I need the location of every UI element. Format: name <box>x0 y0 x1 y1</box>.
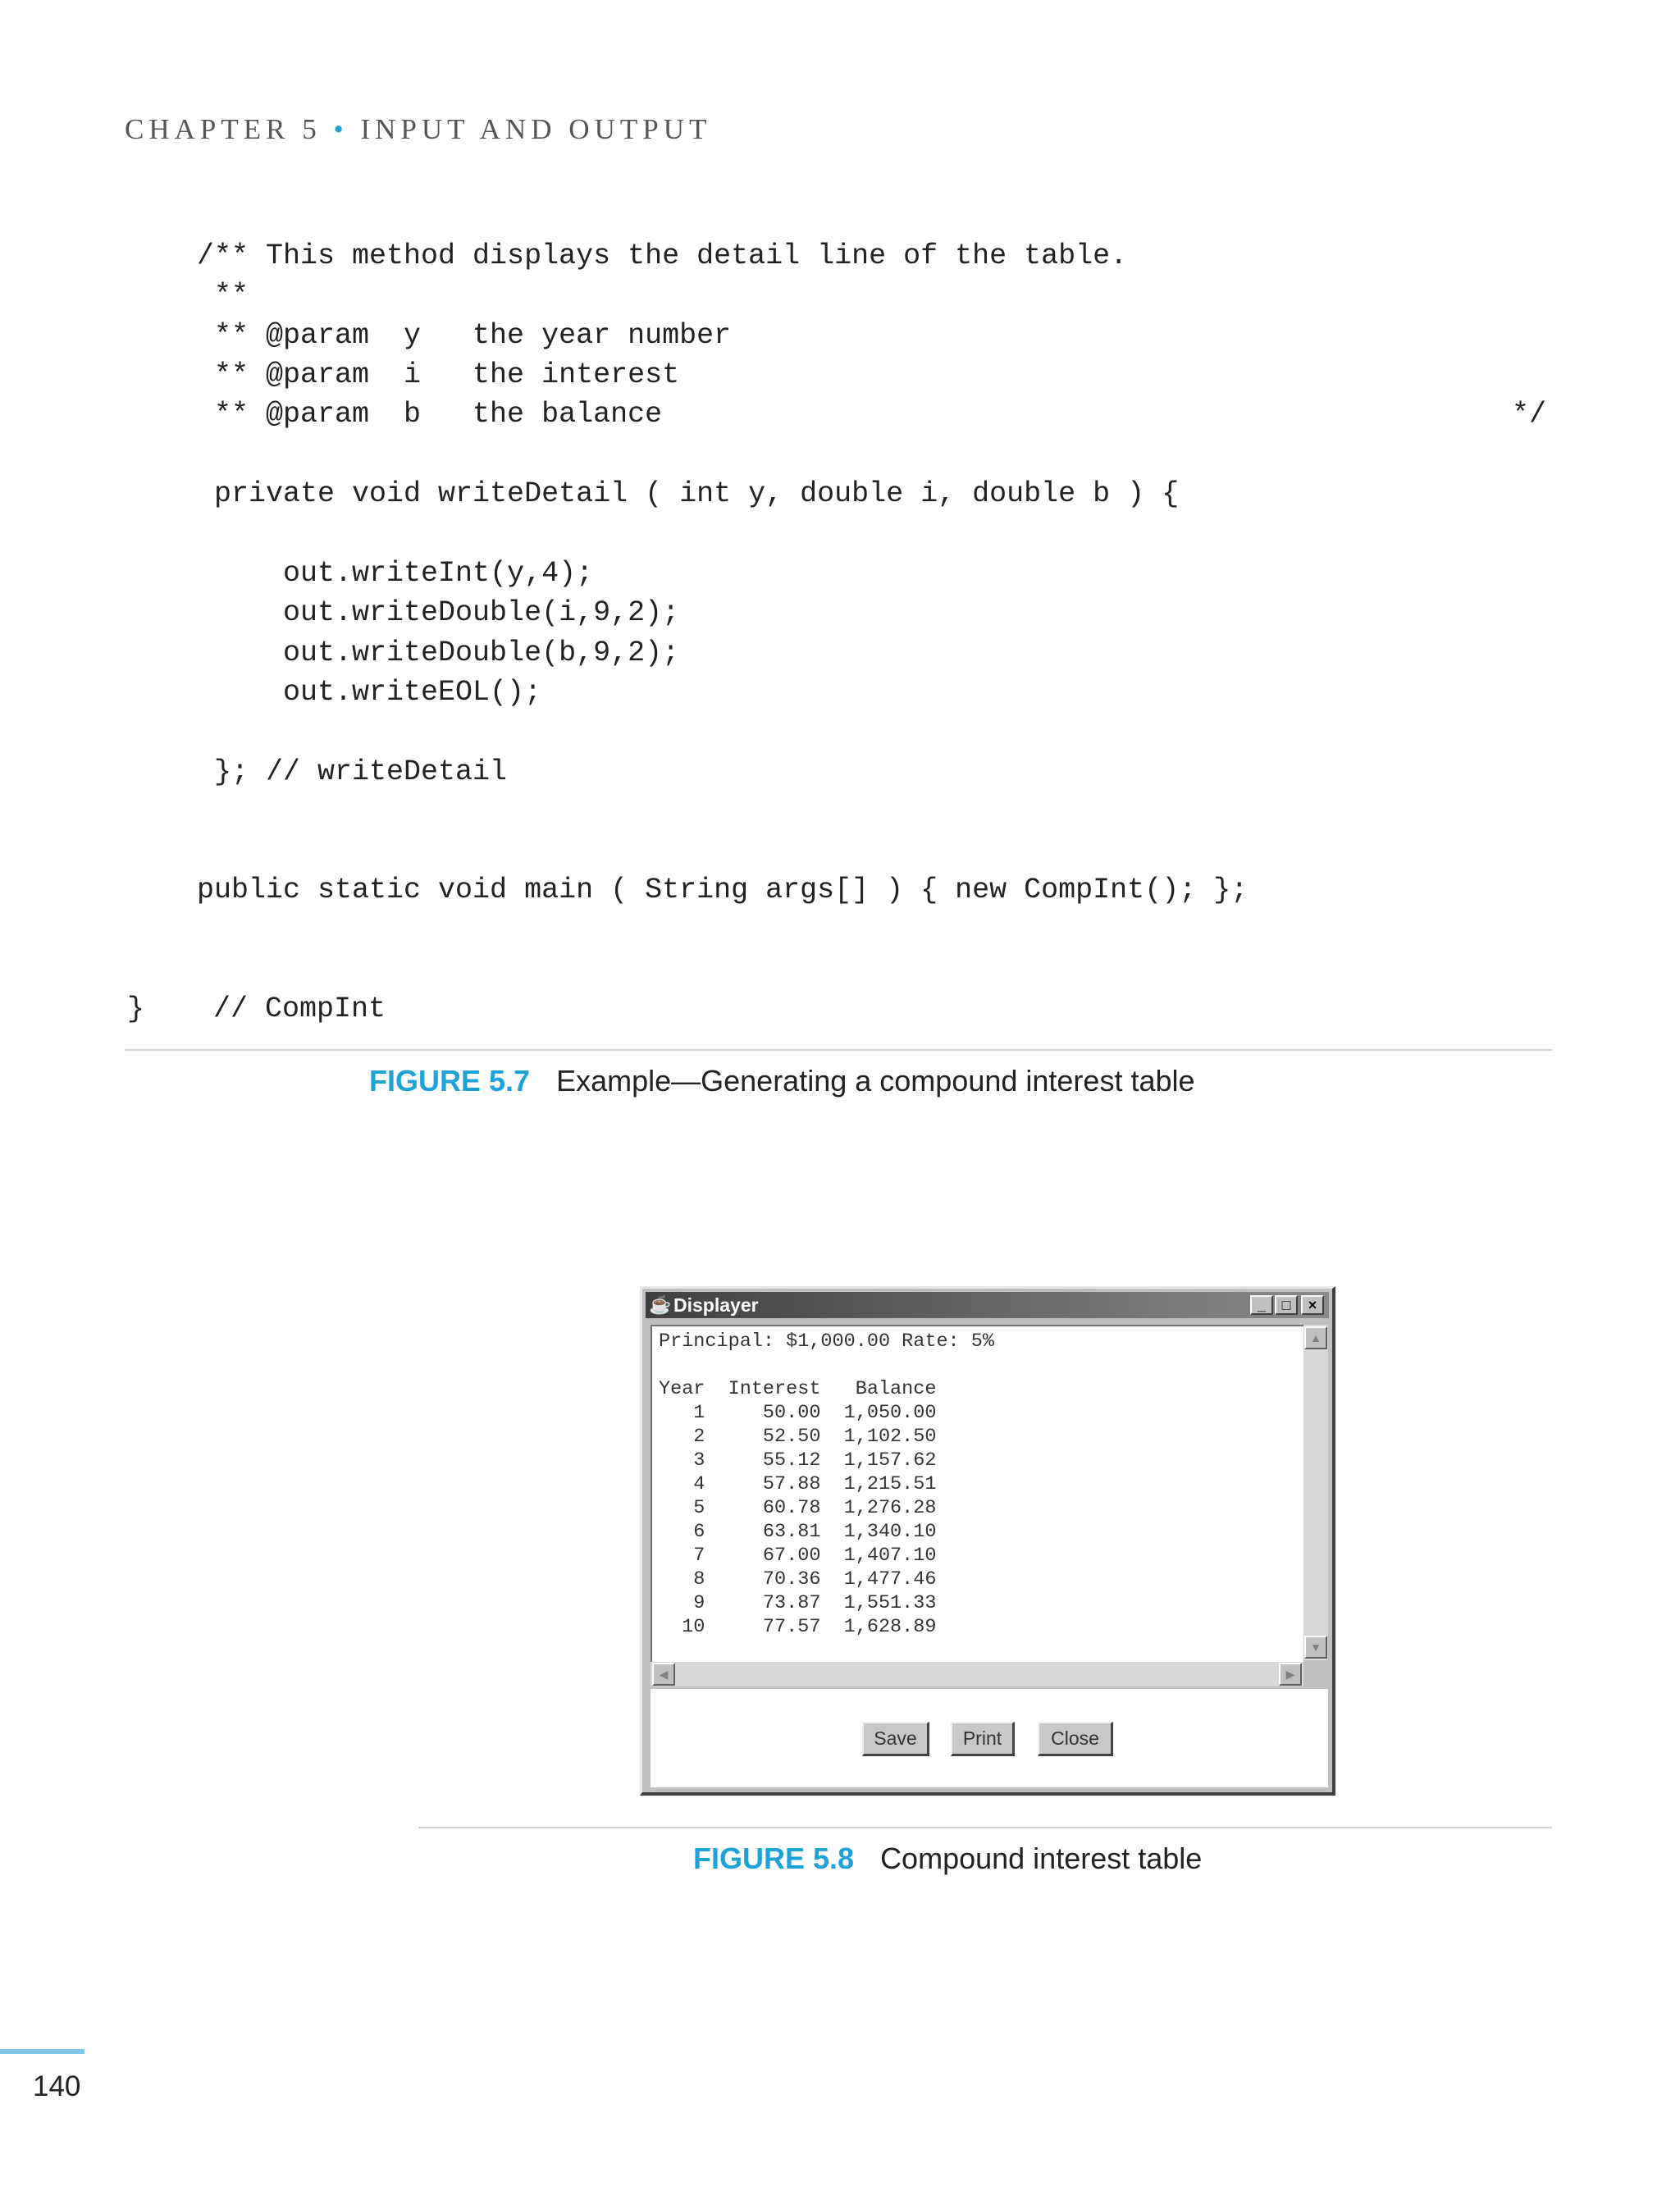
scroll-right-icon[interactable]: ▶ <box>1279 1663 1302 1686</box>
displayer-window <box>640 1286 1335 1796</box>
code-line: public static void main ( String args[] ) { new CompInt(); }; <box>197 874 1249 906</box>
output-line: 8 70.36 1,477.46 <box>659 1568 937 1591</box>
figure-number: FIGURE 5.8 <box>693 1842 855 1875</box>
code-line: ** @param y the year number <box>197 319 732 352</box>
code-line: out.writeDouble(i,9,2); <box>197 596 680 629</box>
code-line: out.writeInt(y,4); <box>197 557 594 590</box>
title-bar[interactable] <box>646 1292 1329 1318</box>
figure-5-8-caption <box>693 1842 1202 1876</box>
horizontal-scrollbar[interactable] <box>651 1662 1303 1686</box>
output-line: 7 67.00 1,407.10 <box>659 1545 937 1567</box>
code-line: } // CompInt <box>127 993 386 1025</box>
output-line: 3 55.12 1,157.62 <box>659 1449 937 1472</box>
code-line: */ <box>1512 398 1547 431</box>
output-line: 9 73.87 1,551.33 <box>659 1592 937 1614</box>
close-button[interactable]: Close <box>1038 1722 1113 1756</box>
figure-caption-text: Compound interest table <box>880 1842 1203 1875</box>
figure-rule <box>418 1827 1552 1828</box>
bullet-separator: • <box>333 113 349 145</box>
figure-rule <box>125 1049 1552 1051</box>
java-cup-icon: ☕ <box>649 1294 672 1315</box>
code-line: }; // writeDetail <box>197 755 508 788</box>
page-number: 140 <box>33 2070 81 2102</box>
scroll-left-icon[interactable]: ◀ <box>652 1663 675 1686</box>
output-line: Principal: $1,000.00 Rate: 5% <box>659 1330 994 1353</box>
save-button[interactable]: Save <box>862 1722 929 1756</box>
maximize-icon[interactable]: □ <box>1275 1295 1298 1315</box>
window-title: Displayer <box>673 1294 759 1316</box>
figure-number: FIGURE 5.7 <box>369 1064 531 1098</box>
figure-caption-text: Example—Generating a compound interest table <box>556 1064 1195 1098</box>
code-line: out.writeDouble(b,9,2); <box>197 637 680 669</box>
chapter-title: INPUT AND OUTPUT <box>360 113 712 145</box>
button-panel <box>651 1689 1328 1787</box>
output-text-area[interactable] <box>651 1325 1303 1662</box>
code-line: ** @param i the interest <box>197 358 680 391</box>
print-button[interactable]: Print <box>951 1722 1015 1756</box>
running-head <box>125 113 711 146</box>
output-line: 5 60.78 1,276.28 <box>659 1497 937 1519</box>
vertical-scrollbar[interactable] <box>1303 1325 1328 1660</box>
page-tab <box>0 2049 84 2054</box>
close-icon[interactable]: × <box>1301 1295 1324 1315</box>
scroll-down-icon[interactable]: ▼ <box>1304 1636 1327 1659</box>
figure-5-7-caption <box>369 1064 1195 1098</box>
minimize-icon[interactable]: _ <box>1250 1295 1273 1315</box>
scroll-up-icon[interactable]: ▲ <box>1304 1326 1327 1349</box>
output-line: 1 50.00 1,050.00 <box>659 1402 937 1424</box>
output-line: 2 52.50 1,102.50 <box>659 1426 937 1448</box>
code-line: /** This method displays the detail line of the table. <box>197 240 1128 272</box>
chapter-label: CHAPTER 5 <box>125 113 322 145</box>
code-line: ** @param b the balance <box>197 398 663 431</box>
code-line: out.writeEOL(); <box>197 676 542 709</box>
output-line: 6 63.81 1,340.10 <box>659 1521 937 1543</box>
code-line: ** <box>197 279 249 312</box>
code-line: private void writeDetail ( int y, double i, double b ) { <box>197 477 1180 510</box>
output-line: 10 77.57 1,628.89 <box>659 1616 937 1638</box>
output-line: Year Interest Balance <box>659 1378 937 1400</box>
output-line: 4 57.88 1,215.51 <box>659 1473 937 1495</box>
